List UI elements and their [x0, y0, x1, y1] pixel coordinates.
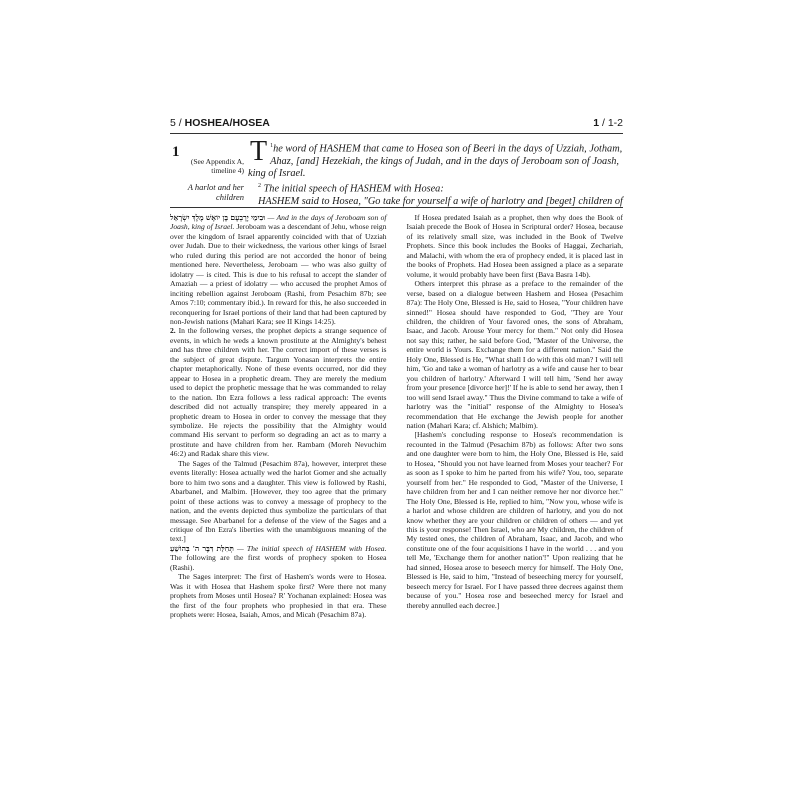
commentary-paragraph: If Hosea predated Isaiah as a prophet, then why does the Book of Isaiah precede the Book of Hosea in Scriptural order? Hosea, because of its relatively small size, was included in the Book of Twelve Prophets. Since this book includes the Books of Haggai, Zechariah, and Malachi, with whom the era of prophecy ended, it is placed last in the books of Prophets. Had Hosea been assigned a place as a separate volume, it would probably have been first (Bava Basra 14b).: [406, 213, 623, 279]
side-note-topic: A harlot and her children: [187, 182, 244, 202]
verse-2-heading: The initial speech of HASHEM with Hosea:: [263, 183, 444, 195]
commentary-paragraph: [170, 213, 387, 326]
comment-verse-number: 2.: [170, 326, 176, 336]
page-number: 5 /: [170, 117, 182, 129]
commentary-text: The following are the first words of prophecy spoken to Hosea (Rashi).: [170, 553, 387, 572]
running-head: [170, 117, 623, 131]
commentary: [170, 213, 623, 773]
lemma-translation: — The initial speech of HASHEM with Hosea.: [237, 543, 387, 553]
drop-cap: T: [250, 136, 268, 167]
commentary-divider: [170, 207, 623, 208]
verse-number-2: 2: [258, 183, 261, 190]
verse-1-text: he word of HASHEM that came to Hosea son of Beeri in the days of Uzziah, Jotham, Ahaz, [and] Hezekiah, the kings of Judah, and in the days of Jeroboam son of Joash, king of Israel.: [248, 143, 623, 180]
verse-text: [248, 136, 626, 208]
commentary-paragraph: The Sages interpret: The first of Hashem's words were to Hosea. Was it with Hosea that Hashem spoke first? Were there not many prophets from Moses until Hosea? R' Yochanan explained: Hosea was the first of the four prophets who prophesied in that era. These prophets were: Hosea, Isaiah, Amos, and Micah (Pesachim 87a).: [170, 572, 387, 620]
verse-2-line-1: [248, 180, 626, 196]
lemma-translation: — And in the days of Jeroboam son of Joash, king of Israel.: [170, 213, 387, 232]
verse-2-line-2: HASHEM said to Hosea, "Go take for yourself a wife of harlotry and [beget] children of: [258, 196, 623, 208]
chapter-number: 1: [172, 144, 180, 160]
commentary-paragraph: [Hashem's concluding response to Hosea's recommendation is recounted in the Talmud (Pesachim 87b) as follows: After two sons and one daughter were born to him, the Holy One, Blessed is He, said to Hosea, "Should you not have learned from Moses your teacher? For as soon as I spoke to him he parted from his wife? You, too, separate yourself from her." He responded to God, "Master of the Universe, I have children from her and I can neither remove her nor divorce her." The Holy One, Blessed is He, replied to him, "Now you, whose wife is a harlot and whose children are children of harlotry, and you do not know whether they are your children or children of others — and yet this is your response! Then Israel, who are My children, the children of My tested ones, the children of Abraham, Isaac, and Jacob, and who constitute one of the four acquisitions I have in the world . . . and you tell Me, 'Exchange them for another nation'!" Upon realizing that he had sinned, Hosea arose to beseech mercy for himself. The Holy One, Blessed is He, said to him, "Instead of beseeching mercy for yourself, beseech mercy for Israel. For I have passed three decrees against them because of you." Hosea rose and beseeched mercy for Israel and thereby annulled each decree.]: [406, 430, 623, 610]
book-title: HOSHEA/HOSEA: [184, 117, 270, 129]
commentary-paragraph: Others interpret this phrase as a preface to the remainder of the verse, based on a dialogue between Hashem and Hosea (Pesachim 87a): The Holy One, Blessed is He, said to Hosea, "Your children have sinned!" Hosea should have responded to God, "They are Your children, the children of Your favored ones, the sons of Abraham, Isaac, and Jacob. Arouse Your mercy for them." Not only did Hosea not say this; rather, he said before God, "Master of the Universe, the entire world is Yours. Exchange them for a different nation." Said the Holy One, Blessed is He, "What shall I do with this old man? I will tell him, 'Go and take a woman of harlotry as a wife and cause her to bear you children of harlotry.' Afterward I will tell him, 'Send her away from your presence [divorce her]!' If he is able to send her away, then I too will send Israel away." Thus the Divine command to take a wife of harlotry was the "initial" response of the Almighty to Hosea's recommendation that He exchange the Jewish people for another nation (Mahari Kara; cf. Alshich; Malbim).: [406, 279, 623, 430]
commentary-paragraph: [170, 326, 387, 458]
commentary-paragraph: [170, 544, 387, 572]
running-head-left: [170, 117, 270, 129]
commentary-paragraph: The Sages of the Talmud (Pesachim 87a), however, interpret these events literally: Hosea actually wed the harlot Gomer and she actually bore to him two sons and a daughter. This view is followed by Rashi, Abarbanel, and Malbim. [However, they too agree that the primary point of these actions was to convey a message of prophecy to the nation, and the events depicted thus symbolize the particulars of that message. See Abarbanel for a defense of the view of the Sages and a critique of Ibn Ezra's liberties with the unambiguous meaning of the text.]: [170, 458, 387, 544]
commentary-text: In the following verses, the prophet depicts a strange sequence of events, in which he weds a known prostitute at the Almighty's behest and has three children with her. The correct import of these verses is the subject of great dispute. Targum Yonasan interprets the entire chapter metaphorically. None of these events occurred, nor did they appear to Hosea in a prophetic dream. They are merely the medium used to depict the prophetic message that he was commanded to relay to the nation. Ibn Ezra follows a less radical approach: The events described did not actually transpire; they merely appeared in a prophetic dream to Hosea in order to convey the message that they symbolize. He rejects the possibility that the Almighty would command His servant to perform so degrading an act as to marry a prostitute and have children from her. Rambam (Moreh Nevuchim 46:2) and Radak share this view.: [170, 326, 387, 459]
verse-1: [248, 136, 626, 180]
running-head-right: [593, 117, 623, 129]
header-divider: [170, 133, 623, 134]
verse-number-1: 1: [270, 143, 274, 149]
side-note-timeline: (See Appendix A, timeline 4): [190, 157, 244, 175]
hebrew-lemma: וּבִימֵי יָרָבְעָם בֶּן יוֹאָשׁ מֶלֶךְ יִשְׂרָאֵל: [170, 213, 266, 222]
verse-range: / 1-2: [601, 117, 623, 129]
chapter-ref: 1: [593, 117, 600, 129]
hebrew-lemma: תְּחִלַּת דִּבֶּר ה' בְּהוֹשֵׁעַ: [170, 543, 234, 553]
commentary-text: Jeroboam was a descendant of Jehu, whose reign over the kingdom of Israel apparently coincided with that of Uzziah over Judah. Due to their wickedness, the various other kings of Israel who ruled during this period are not accorded the honor of being mentioned here. Nevertheless, Jeroboam — who was also guilty of idolatry — is cited. This is due to his refusal to accept the slander of Amaziah — a priest of idolatry — who accused the prophet Amos of inciting rebellion against Jeroboam (Rashi, from Pesachim 87b; see Amos 7:10; commentary ibid.). In reward for this, he also succeeded in reconquering for Israel portions of their land that had been captured by non-Jewish nations (Mahari Kara; see II Kings 14:25).: [170, 222, 387, 326]
